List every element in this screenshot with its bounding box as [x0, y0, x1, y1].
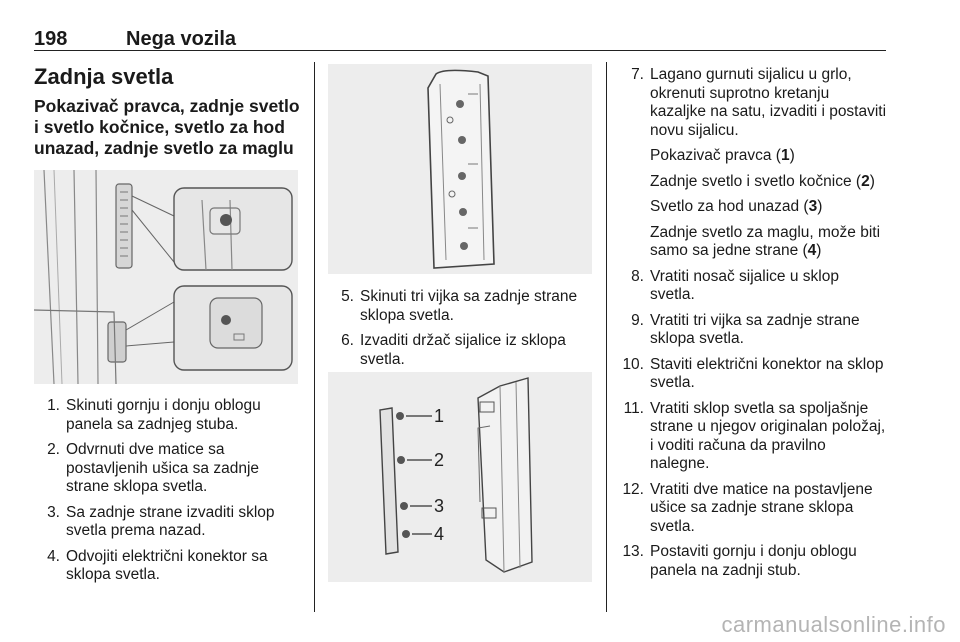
- column-3: [624, 66, 888, 587]
- list-item: 9. Vratiti tri vijka sa zadnje strane sklopa svetla.: [631, 311, 860, 347]
- figure-label-4: 4: [434, 524, 445, 544]
- list-item: 1. Skinuti gornju i donju oblogu panela sa zadnjeg stuba.: [47, 397, 261, 433]
- figure-label-2: 2: [434, 450, 445, 470]
- illustration-tail-lamp: [328, 64, 592, 274]
- steps-list-3b: [612, 268, 888, 581]
- column-1: [34, 64, 302, 159]
- bulb-item-4: Zadnje svetlo za maglu, može biti samo sa jedne strane (4): [650, 223, 881, 259]
- bulb-item-3: Svetlo za hod unazad (3): [650, 198, 823, 215]
- list-item: 6. Izvaditi držač sijalice iz sklopa svetla.: [341, 332, 566, 368]
- section-title: Zadnja svetla: [34, 64, 174, 89]
- list-item: 10. Staviti električni konektor na sklop svetla.: [622, 355, 884, 391]
- column-divider-1: [314, 62, 315, 612]
- steps-list-2: [334, 288, 596, 369]
- page-header: [34, 26, 886, 51]
- list-item: 3. Sa zadnje strane izvaditi sklop svetla prema nazad.: [47, 503, 275, 539]
- figure-label-3: 3: [434, 496, 445, 516]
- list-item: 13. Postaviti gornju i donju oblogu panela na zadnji stub.: [622, 543, 857, 579]
- column-divider-2: [606, 62, 607, 612]
- figure-label-1: 1: [434, 406, 445, 426]
- list-item: 7. Lagano gurnuti sijalicu u grlo, okrenuti suprotno kretanju kazaljke na satu, izvaditi i postaviti novu sijalicu.: [631, 66, 887, 139]
- steps-list-3a: [624, 66, 888, 140]
- steps-list-1: [40, 397, 302, 585]
- bulb-item-2: Zadnje svetlo i svetlo kočnice (2): [650, 172, 875, 190]
- running-title: Nega vozila: [126, 28, 237, 50]
- list-item: 4. Odvojiti električni konektor sa sklopa svetla.: [47, 547, 268, 583]
- list-item: 2. Odvrnuti dve matice sa postavljenih ušica sa zadnje strane sklopa svetla.: [47, 441, 260, 495]
- list-item: 8. Vratiti nosač sijalice u sklop svetla.: [631, 267, 839, 303]
- rear-pillar-drawing: [34, 170, 298, 384]
- watermark: carmanualsonline.info: [721, 612, 946, 637]
- column-1-steps: [40, 397, 302, 592]
- list-item: 5. Skinuti tri vijka sa zadnje strane sklopa svetla.: [341, 288, 578, 324]
- bulb-item-1: Pokazivač pravca (1): [650, 147, 795, 164]
- list-item: 11. Vratiti sklop svetla sa spoljašnje strane u njegov originalan položaj, i voditi računa da pravilno nalegne.: [623, 399, 886, 472]
- section-subtitle: Pokazivač pravca, zadnje svetlo i svetlo kočnice, svetlo za hod unazad, zadnje svetlo za maglu: [34, 96, 300, 158]
- illustration-rear-pillar: [34, 170, 298, 384]
- page-number: 198: [34, 28, 68, 50]
- illustration-bulb-holder: [328, 372, 592, 582]
- list-item: 12. Vratiti dve matice na postavljene ušice sa zadnje strane sklopa svetla.: [622, 480, 873, 535]
- tail-lamp-drawing: [328, 64, 592, 274]
- column-2-steps: [334, 288, 596, 376]
- bulb-holder-drawing: [328, 372, 592, 582]
